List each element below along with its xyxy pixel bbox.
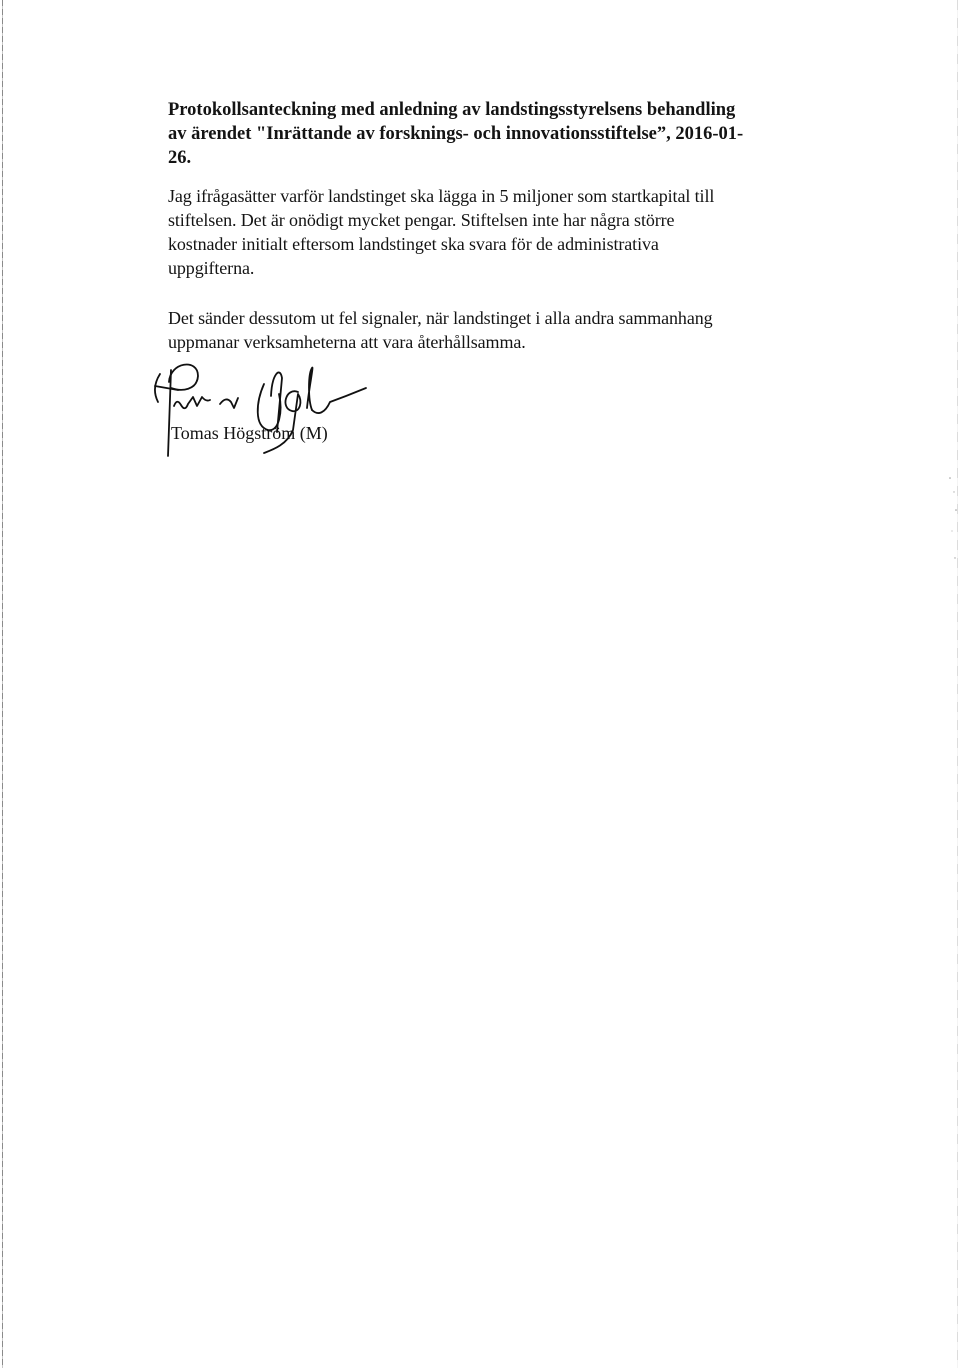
handwritten-signature xyxy=(140,350,380,470)
signature-stroke xyxy=(307,368,312,410)
signatory-name: Tomas Högström (M) xyxy=(171,423,328,443)
title-line: av ärendet "Inrättande av forsknings- och innovationsstiftelse”, 2016-01- xyxy=(168,124,744,144)
scan-specks xyxy=(930,470,958,590)
paragraph-line: uppmanar verksamheterna att vara återhållsamma. xyxy=(168,332,526,352)
paragraph-signaler xyxy=(168,306,713,354)
signature-stroke xyxy=(220,398,238,408)
document-title xyxy=(168,98,743,170)
paragraph-line: stiftelsen. Det är onödigt mycket pengar. Stiftelsen inte har några större xyxy=(168,210,675,230)
signature-stroke xyxy=(312,388,366,413)
signature-stroke xyxy=(169,365,198,390)
paragraph-line: uppgifterna. xyxy=(168,258,255,278)
signature-stroke xyxy=(264,391,300,453)
title-line: Protokollsanteckning med anledning av landstingsstyrelsens behandling xyxy=(168,100,736,120)
paragraph-startkapital xyxy=(168,184,714,280)
signature-stroke xyxy=(174,397,210,408)
paragraph-line: kostnader initialt eftersom landstinget ska svara för de administrativa xyxy=(168,234,659,254)
paragraph-line: Jag ifrågasätter varför landstinget ska lägga in 5 miljoner som startkapital till xyxy=(168,186,715,206)
signature-stroke xyxy=(155,386,178,390)
scan-edge-left xyxy=(2,0,3,1368)
scan-edge-right xyxy=(957,0,958,1368)
title-line: 26. xyxy=(168,148,192,168)
paragraph-line: Det sänder dessutom ut fel signaler, när landstinget i alla andra sammanhang xyxy=(168,308,713,328)
signature-stroke xyxy=(168,370,171,456)
signature-stroke xyxy=(155,374,160,402)
signature-stroke xyxy=(271,372,282,432)
